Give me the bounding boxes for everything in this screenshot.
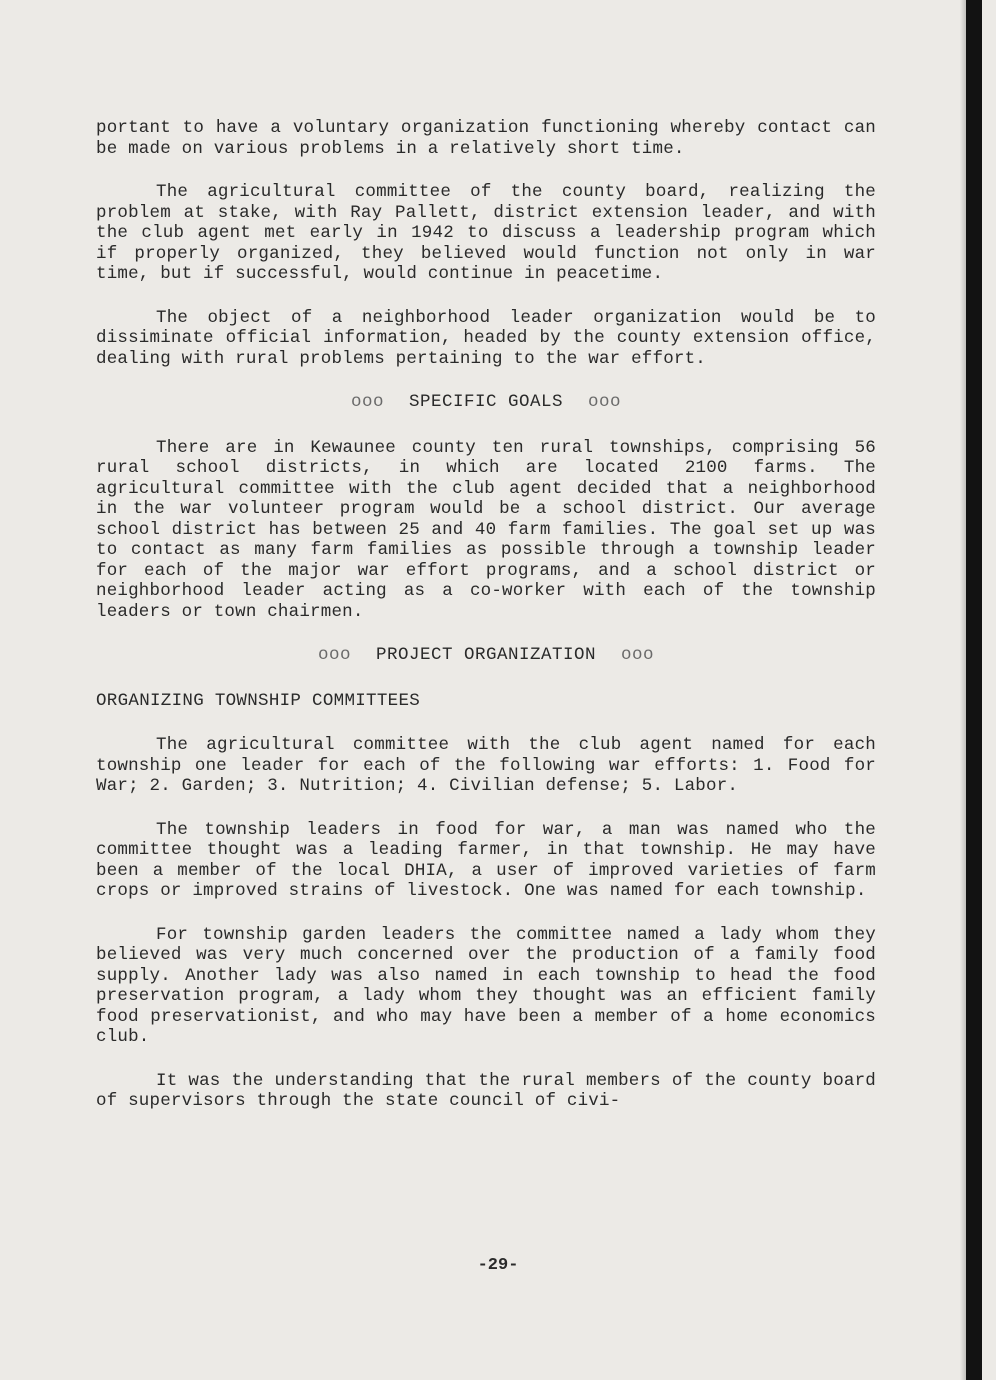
page-edge-border — [966, 0, 982, 1380]
ornament-left: ooo — [350, 392, 384, 412]
heading-specific-goals-text: SPECIFIC GOALS — [408, 392, 564, 412]
paragraph-township-leaders-named: The agricultural committee with the club agent named for each township one leader for each of the following war efforts: 1. Food for War; 2. Garden; 3. Nutrition; 4. Civilian defense; 5. Labor. — [96, 735, 876, 796]
paragraph-object: The object of a neighborhood leader organization would be to dissiminate official information, headed by the county extension office, dealing with rural problems pertaining to the war effort. — [96, 307, 876, 369]
page-number: -29- — [477, 1256, 519, 1275]
ornament-right: ooo — [621, 645, 655, 665]
paragraph-agricultural-committee: The agricultural committee of the county board, realizing the problem at stake, with Ray Pallett, district extension leader, and with the club agent met early in 1942 to discuss a leadership program which if properly organized, they believed would function not only in war time, but if successful, would continue in peacetime. — [96, 182, 876, 284]
paragraph-intro-continuation: portant to have a voluntary organization functioning whereby contact can be made on various problems in a relatively short time. — [96, 118, 876, 159]
heading-project-organization — [96, 645, 876, 666]
paragraph-garden-leaders: For township garden leaders the committee named a lady whom they believed was very much concerned over the production of a family food supply. Another lady was also named in each township to head the food preservation program, a lady whom they thought was an efficient family food preservationist, and who may have been a member of a home economics club. — [96, 924, 876, 1047]
ornament-left: ooo — [317, 645, 351, 665]
paragraph-food-for-war-leaders: The township leaders in food for war, a man was named who the committee thought was a leading farmer, in that township. He may have been a member of the local DHIA, a user of improved varieties of farm crops or improved strains of livestock. One was named for each township. — [96, 819, 876, 901]
heading-project-organization-text: PROJECT ORGANIZATION — [375, 645, 597, 665]
ornament-right: ooo — [588, 392, 622, 412]
subheading-organizing-township-committees: ORGANIZING TOWNSHIP COMMITTEES — [96, 690, 421, 711]
paragraph-goals: There are in Kewaunee county ten rural townships, comprising 56 rural school districts, in which are located 2100 farms. The agricultural committee with the club agent decided that a neighborhood in the war volunteer program would be a school district. Our average school district has between 25 and 40 farm families. The goal set up was to contact as many farm families as possible through a township leader for each of the major war effort programs, and a school district or neighborhood leader acting as a co-worker with each of the township leaders or town chairmen. — [96, 437, 876, 622]
document-body — [96, 118, 876, 1135]
heading-specific-goals — [96, 392, 876, 413]
paragraph-understanding: It was the understanding that the rural members of the county board of supervisors through the state council of civi- — [96, 1070, 876, 1111]
